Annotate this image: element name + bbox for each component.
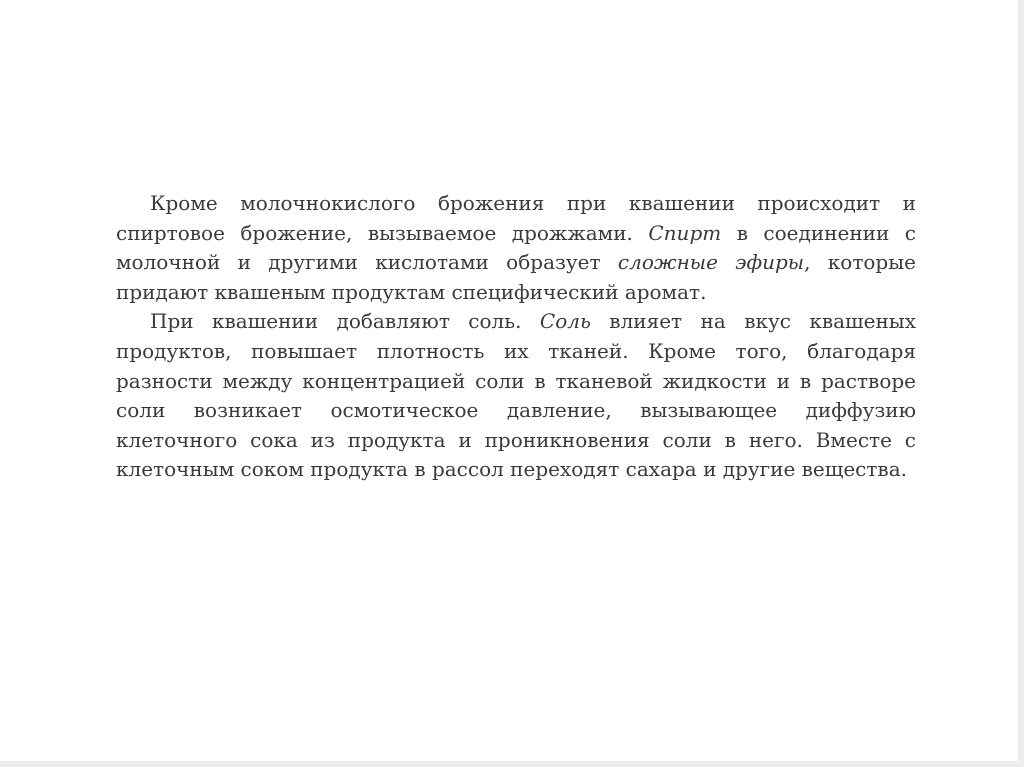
paragraph-2-text: При квашении добавляют соль. — [150, 309, 540, 334]
paragraph-2 — [116, 307, 916, 485]
emphasis-sol: Соль — [539, 309, 591, 334]
paragraph-1-text: в соединении с молочной и другими кислотами образует — [116, 220, 916, 275]
body-text — [116, 189, 916, 485]
paragraph-2-text: влияет на вкус квашеных продуктов, повышает плотность их тканей. Кроме того, благодаря разности между концентрацией соли в тканевой жидкости и в растворе соли возникает осмотическое давление, вызывающее диффузию клеточного сока из продукта и проникновения соли в него. Вместе с клеточным соком продукта в рассол переходят сахара и другие вещества. — [116, 309, 916, 482]
paragraph-1-text: , которые придают квашеным продуктам специфический аромат. — [116, 250, 916, 304]
paragraph-1 — [116, 189, 916, 307]
emphasis-slozhnye-efiry: сложные эфиры — [617, 250, 805, 275]
paragraph-1-text: Кроме молочнокислого брожения при квашении происходит и спиртовое брожение, вызываемое дрожжами. — [116, 191, 916, 245]
emphasis-spirt: Спирт — [648, 220, 722, 245]
